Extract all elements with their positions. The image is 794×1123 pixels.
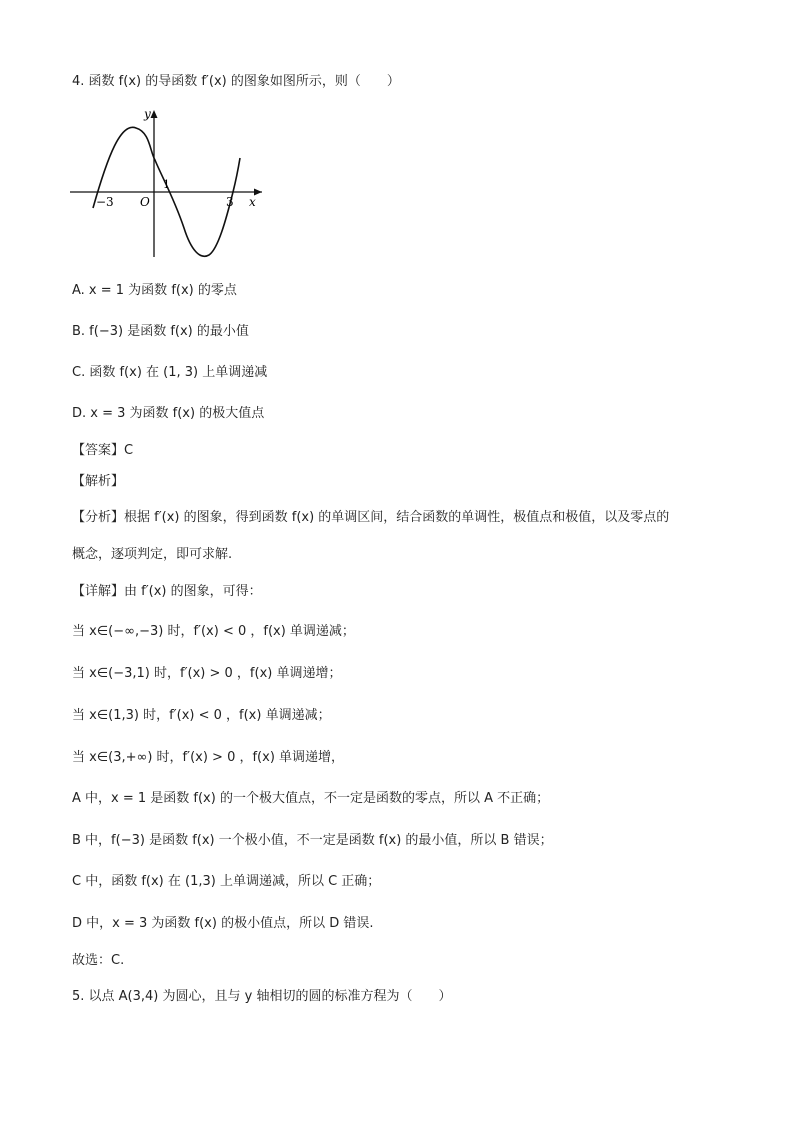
tick-label-1: 1 [163, 178, 170, 191]
option-d: D. x = 3 为函数 f(x) 的极大值点 [72, 406, 265, 421]
y-axis-arrow-icon [151, 110, 158, 118]
question-5-stem: 5. 以点 A(3,4) 为圆心，且与 y 轴相切的圆的标准方程为（ ） [72, 989, 452, 1004]
x-axis-label: x [249, 195, 256, 209]
analysis-line-2: 概念，逐项判定，即可求解. [72, 547, 233, 562]
detail-line: B 中，f(−3) 是函数 f(x) 一个极小值，不一定是函数 f(x) 的最小值，所以 B 错误； [72, 833, 553, 848]
y-axis-label: y [144, 107, 151, 121]
origin-label: O [140, 195, 150, 209]
derivative-graph [66, 100, 266, 265]
option-b: B. f(−3) 是函数 f(x) 的最小值 [72, 324, 249, 339]
detail-intro: 【详解】由 f′(x) 的图象，可得： [72, 584, 262, 599]
tick-label-neg3: −3 [96, 195, 114, 209]
option-a: A. x = 1 为函数 f(x) 的零点 [72, 283, 237, 298]
detail-line: 当 x∈(−∞,−3) 时，f′(x) < 0 ，f(x) 单调递减； [72, 624, 355, 639]
detail-line: 当 x∈(−3,1) 时，f′(x) > 0 ，f(x) 单调递增； [72, 666, 342, 681]
option-c: C. 函数 f(x) 在 (1, 3) 上单调递减 [72, 365, 268, 380]
detail-line: D 中，x = 3 为函数 f(x) 的极小值点，所以 D 错误. [72, 916, 374, 931]
detail-line: 当 x∈(1,3) 时，f′(x) < 0 ，f(x) 单调递减； [72, 708, 331, 723]
question-4-stem: 4. 函数 f(x) 的导函数 f′(x) 的图象如图所示，则（ ） [72, 74, 400, 89]
detail-line: C 中，函数 f(x) 在 (1,3) 上单调递减，所以 C 正确； [72, 874, 381, 889]
answer-line: 【答案】C [72, 443, 134, 458]
analysis-line-1: 【分析】根据 f′(x) 的图象，得到函数 f(x) 的单调区间，结合函数的单调性，极值点和极值，以及零点的 [72, 510, 670, 525]
detail-line: A 中，x = 1 是函数 f(x) 的一个极大值点，不一定是函数的零点，所以 A 不正确； [72, 791, 550, 806]
analysis-title: 【解析】 [72, 474, 125, 489]
detail-line: 当 x∈(3,+∞) 时，f′(x) > 0 ，f(x) 单调递增， [72, 750, 345, 765]
tick-label-3: 3 [226, 195, 234, 209]
conclusion-line: 故选：C. [72, 953, 125, 968]
